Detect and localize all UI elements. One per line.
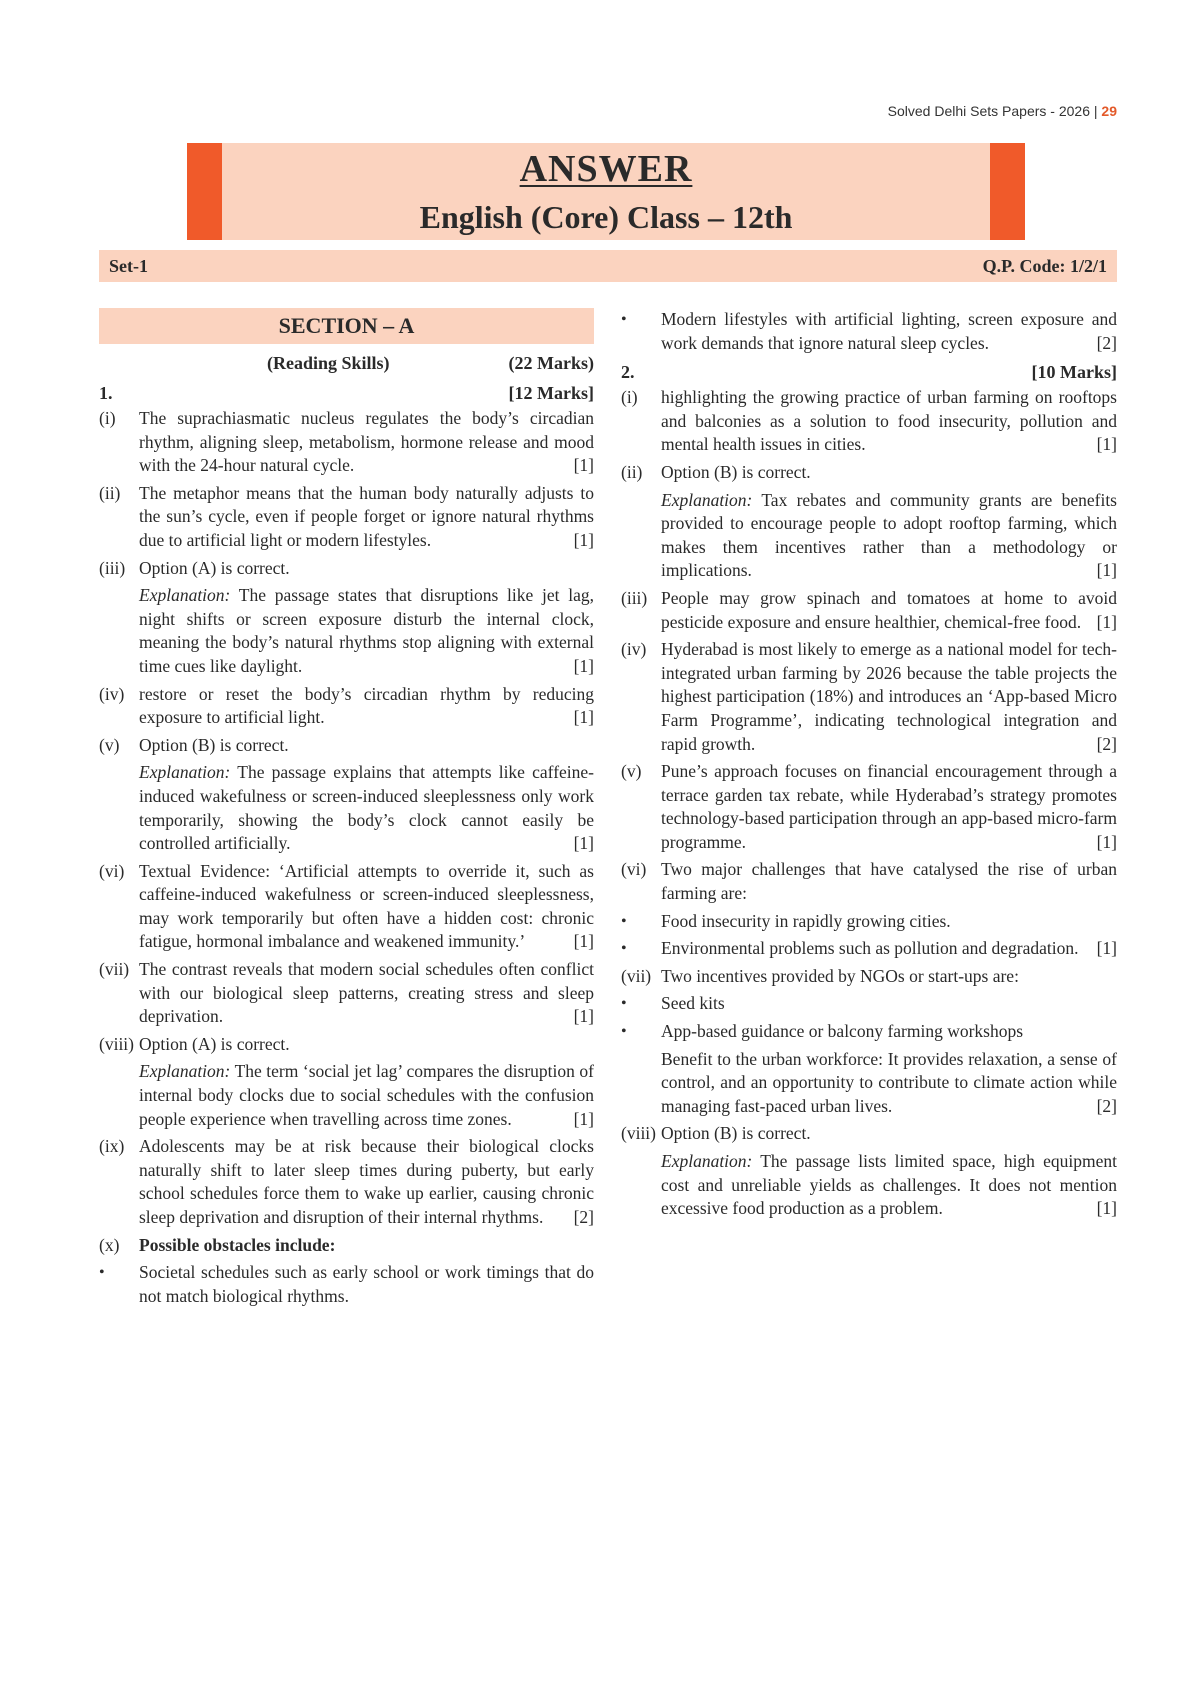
q1-vii: (vii) The contrast reveals that modern social schedules often conflict with our biological sleep patterns, creating stress and sleep deprivation. [1] — [99, 959, 594, 1027]
q1-x-bullet-2: • Modern lifestyles with artificial lighting, screen exposure and work demands that ignore natural sleep cycles. [2] — [621, 309, 1117, 353]
q1-v-explanation: Explanation: The passage explains that attempts like caffeine-induced wakefulness or screen-induced sleeplessness only work temporarily, showing the body’s clock cannot easily be controlled artificially. [1] — [139, 762, 594, 854]
set-bar — [99, 250, 1117, 282]
q2-vii-bullet-1: • Seed kits — [621, 993, 725, 1014]
q1-viii-explanation: Explanation: The term ‘social jet lag’ compares the disruption of internal body clocks due to social schedules with the confusion people experience when travelling across time zones. [1] — [139, 1061, 594, 1129]
q2-vi: (vi) Two major challenges that have catalysed the rise of urban farming are: — [621, 859, 1117, 904]
q2-v: (v) Pune’s approach focuses on financial encouragement through a terrace garden tax rebate, while Hyderabad’s strategy promotes technology-based participation through an app-based micro-farm programme. [1] — [621, 761, 1117, 852]
right-column — [621, 308, 1117, 1225]
q1-iii: (iii) Option (A) is correct. — [99, 557, 290, 578]
q1-iv: (iv) restore or reset the body’s circadian rhythm by reducing exposure to artificial light. [1] — [99, 683, 594, 728]
q1-marks: [12 Marks] — [508, 383, 594, 403]
q1-ix: (ix) Adolescents may be at risk because their biological clocks naturally shift to later sleep times during puberty, but early school schedules force them to wake up earlier, causing chronic sleep deprivation and disruption of their internal rhythms. [2] — [99, 1136, 594, 1227]
left-column — [99, 308, 594, 1312]
section-marks: (22 Marks) — [508, 353, 594, 373]
q2-iv: (iv) Hyderabad is most likely to emerge as a national model for tech-integrated urban farming by 2026 because the table projects the highest participation (18%) and introduces an ‘App-based Micro Farm Programme’, indicating technological integration and rapid growth. [2] — [621, 639, 1117, 754]
q1-heading — [99, 380, 594, 407]
q2-vii-bullet-2: • App-based guidance or balcony farming workshops — [621, 1021, 1024, 1042]
q1-x-bullet-1: • Societal schedules such as early school or work timings that do not match biological rhythms. — [99, 1262, 594, 1306]
q2-vii-benefit: Benefit to the urban workforce: It provides relaxation, a sense of control, and an opportunity to contribute to climate action while managing fast-paced urban lives. [2] — [661, 1048, 1117, 1116]
banner-subtitle: English (Core) Class – 12th — [419, 199, 793, 235]
running-header — [888, 103, 1117, 119]
q2-viii: (viii) Option (B) is correct. — [621, 1123, 811, 1144]
q2-heading — [621, 359, 1117, 386]
q2-vi-bullet-2: • Environmental problems such as pollution and degradation. [1] — [621, 938, 1117, 959]
banner-title: ANSWER — [519, 148, 693, 190]
q2-iii: (iii) People may grow spinach and tomatoes at home to avoid pesticide exposure and ensure healthier, chemical-free food. [1] — [621, 587, 1117, 632]
section-subheading — [99, 350, 594, 380]
qp-code: Q.P. Code: 1/2/1 — [982, 256, 1107, 276]
q2-vi-bullet-1: • Food insecurity in rapidly growing cities. — [621, 910, 951, 931]
running-title: Solved Delhi Sets Papers - 2026 | — [887, 103, 1098, 119]
answer-banner — [187, 143, 1025, 240]
q1-iii-explanation: Explanation: The passage states that disruptions like jet lag, night shifts or screen exposure disturb the internal clock, meaning the body’s natural rhythms stop aligning with external time cues like daylight. [1] — [139, 585, 594, 676]
q1-i: (i) The suprachiasmatic nucleus regulates the body’s circadian rhythm, aligning sleep, metabolism, hormone release and mood with the 24-hour natural cycle. [1] — [99, 408, 594, 476]
q1-x: (x) Possible obstacles include: — [99, 1234, 336, 1255]
q2-viii-explanation: Explanation: The passage lists limited space, high equipment cost and unreliable yields as challenges. It does not mention excessive food production as a problem. [1] — [661, 1151, 1117, 1219]
q1-ii: (ii) The metaphor means that the human body naturally adjusts to the sun’s cycle, even if people forget or ignore natural rhythms due to artificial light or modern lifestyles. [1] — [99, 482, 594, 550]
page-number: 29 — [1101, 103, 1117, 119]
q2-marks: [10 Marks] — [1031, 362, 1117, 383]
section-title: SECTION – A — [99, 308, 594, 344]
q1-viii: (viii) Option (A) is correct. — [99, 1033, 290, 1054]
q2-vii: (vii) Two incentives provided by NGOs or start-ups are: — [621, 965, 1019, 986]
q2-i: (i) highlighting the growing practice of urban farming on rooftops and balconies as a solution to food insecurity, pollution and mental health issues in cities. [1] — [621, 387, 1117, 455]
q2-number: 2. — [621, 362, 635, 383]
q1-number: 1. — [99, 383, 113, 403]
q1-vi: (vi) Textual Evidence: ‘Artificial attempts to override it, such as caffeine-induced wakefulness or screen-induced sleeplessness, may work temporarily but often have a hidden cost: chronic fatigue, hormonal imbalance and weakened immunity.’ [1] — [99, 860, 594, 952]
q2-ii: (ii) Option (B) is correct. — [621, 461, 811, 482]
set-label: Set-1 — [109, 256, 148, 276]
q1-v: (v) Option (B) is correct. — [99, 734, 289, 755]
section-subtitle: (Reading Skills) — [267, 353, 390, 373]
q2-ii-explanation: Explanation: Tax rebates and community grants are benefits provided to encourage people to adopt rooftop farming, which makes them incentives rather than a methodology or implications. [1] — [661, 489, 1117, 581]
